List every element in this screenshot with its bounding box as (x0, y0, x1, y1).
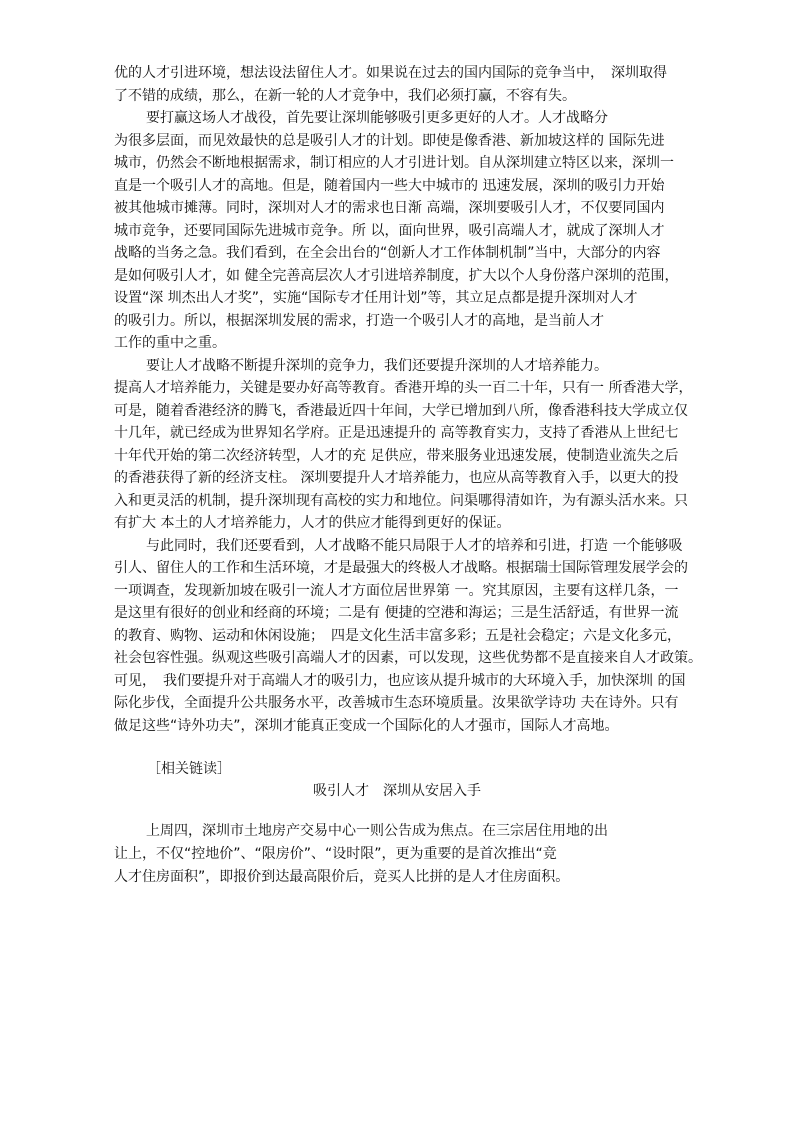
related-reading-label: ［相关链读］ (147, 761, 231, 777)
text-line: 提高人才培养能力，关键是要办好高等教育。香港开埠的头一百二十年，只有一 所香港大学， (114, 380, 693, 396)
text-line: 人才住房面积”，即报价到达最高限价后，竞买人比拼的是人才住房面积。 (114, 869, 570, 885)
text-line: 可见， 我们要提升对于高端人才的吸引力，也应该从提升城市的大环境入手，加快深圳 的国 (114, 672, 686, 689)
text-line: 社会包容性强。纵观这些吸引高端人才的因素，可以发现，这些优势都不是直接来自人才政策。 (114, 650, 702, 666)
text-line: 做足这些“诗外功夫”，深圳才能真正变成一个国际化的人才强市，国际人才高地。 (114, 717, 619, 734)
text-line: 可是，随着香港经济的腾飞，香港最近四十年间，大学已增加到八所，像香港科技大学成立仅 (114, 402, 688, 419)
related-article-title: 吸引人才 深圳从安居入手 (313, 783, 481, 799)
text-line: 让上，不仅“控地价”、“限房价”、“设时限”，更为重要的是首次推出“竞 (114, 846, 557, 862)
paragraph-start-line: 要让人才战略不断提升深圳的竞争力，我们还要提升深圳的人才培养能力。 (146, 357, 608, 374)
text-line: 的香港获得了新的经济支柱。 深圳要提升人才培养能力，也应从高等教育入手，以更大的投 (114, 470, 679, 486)
text-line: 是这里有很好的创业和经商的环境；二是有 便捷的空港和海运；三是生活舒适，有世界一流 (114, 605, 679, 621)
text-line: 十年代开始的第二次经济转型，人才的充 足供应，带来服务业迅速发展，使制造业流失之后 (114, 447, 679, 464)
text-line: 引人、留住人的工作和生活环境，才是最强大的终极人才战略。根据瑞士国际管理发展学会的 (114, 560, 688, 576)
text-line: 入和更灵活的机制，提升深圳现有高校的实力和地位。问渠哪得清如许，为有源头活水来。只 (114, 492, 688, 509)
text-line: 城市竞争，还要同国际先进城市竞争。所 以，面向世界，吸引高端人才，就成了深圳人才 (114, 222, 665, 239)
text-line: 是如何吸引人才，如 健全完善高层次人才引进培养制度，扩大以个人身份落户深圳的范围， (114, 267, 679, 284)
text-line: 城市，仍然会不断地根据需求，制订相应的人才引进计划。自从深圳建立特区以来，深圳一 (114, 155, 674, 171)
text-line: 优的人才引进环境，想法设法留住人才。如果说在过去的国内国际的竞争当中， 深圳取得 (114, 65, 667, 81)
text-line: 一项调查，发现新加坡在吸引一流人才方面位居世界第 一。究其原因，主要有这样几条，一 (114, 582, 679, 599)
article-body (114, 62, 704, 737)
text-line: 被其他城市摊薄。同时，深圳对人才的需求也日渐 高端，深圳要吸引人才，不仅要同国内 (114, 200, 665, 216)
text-line: 直是一个吸引人才的高地。但是，随着国内一些大中城市的 迅速发展，深圳的吸引力开始 (114, 177, 665, 194)
text-line: 的吸引力。所以，根据深圳发展的需求，打造一个吸引人才的高地，是当前人才 (114, 312, 604, 329)
text-line: 设置“深 圳杰出人才奖”，实施“国际专才任用计划”等，其立足点都是提升深圳对人才 (114, 290, 638, 306)
paragraph-start-line: 与此同时，我们还要看到，人才战略不能只局限于人才的培养和引进，打造 一个能够吸 (146, 537, 683, 554)
text-line: 有扩大 本土的人才培养能力，人才的供应才能得到更好的保证。 (114, 515, 511, 531)
paragraph-start-line: 上周四，深圳市土地房产交易中心一则公告成为焦点。在三宗居住用地的出 (146, 823, 608, 839)
text-line: 十几年，就已经成为世界知名学府。正是迅速提升的 高等教育实力，支持了香港从上世纪七 (114, 425, 679, 441)
text-line: 际化步伐，全面提升公共服务水平，改善城市生态环境质量。汝果欲学诗功 夫在诗外。只有 (114, 695, 679, 711)
paragraph-start-line: 要打赢这场人才战役，首先要让深圳能够吸引更多更好的人才。人才战略分 (146, 110, 608, 126)
text-line: 战略的当务之急。我们看到，在全会出台的“创新人才工作体制机制”当中，大部分的内容 (114, 245, 661, 261)
text-line: 的教育、购物、运动和休闲设施； 四是文化生活丰富多彩；五是社会稳定；六是文化多元， (114, 627, 681, 644)
related-article-body (114, 820, 714, 889)
text-line: 工作的重中之重。 (114, 335, 226, 351)
text-line: 为很多层面，而见效最快的总是吸引人才的计划。即使是像香港、新加坡这样的 国际先进 (114, 132, 665, 149)
text-line: 了不错的成绩，那么，在新一轮的人才竞争中，我们必须打赢，不容有失。 (114, 87, 576, 104)
